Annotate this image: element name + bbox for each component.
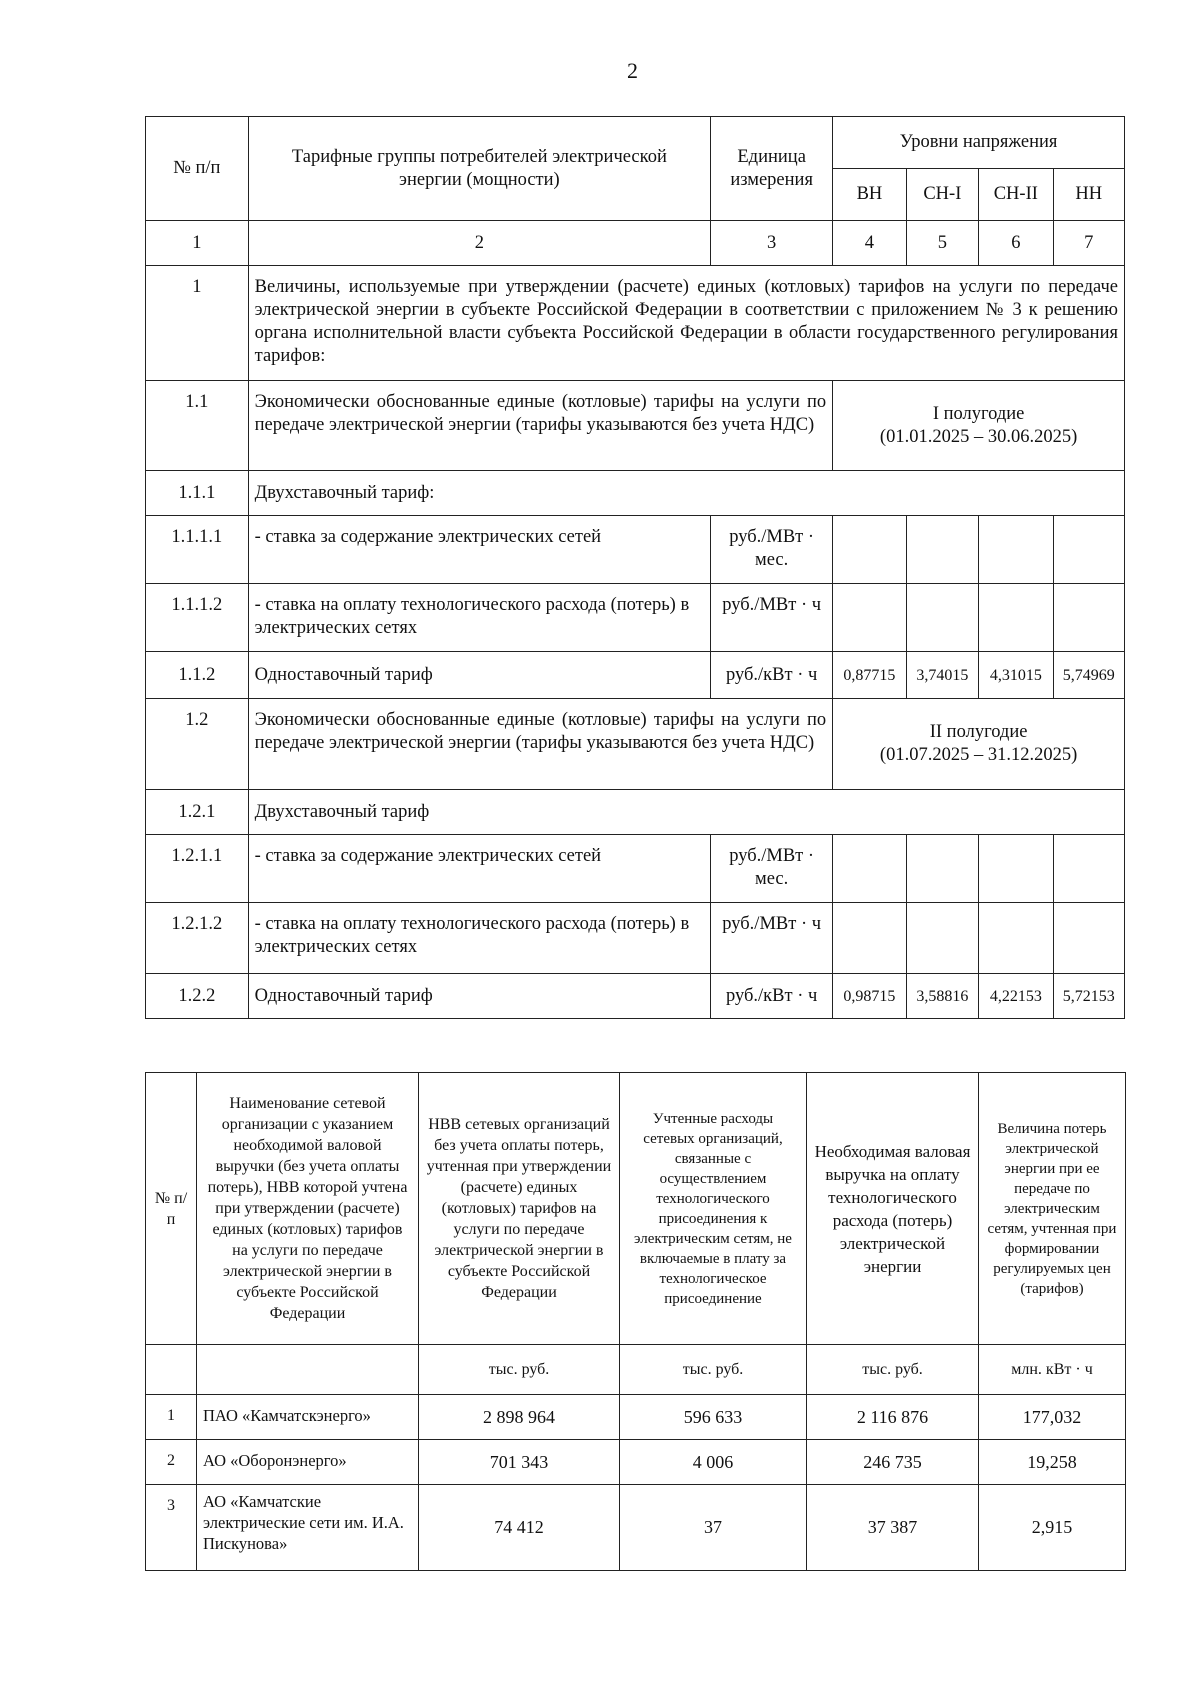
table-row [146,1395,1126,1440]
value-cell [906,584,978,652]
value-cell [1053,903,1124,974]
table-row [146,266,1125,381]
header-nn: НН [1053,169,1124,221]
row-text: - ставка на оплату технологического расхода (потерь) в электрических сетях [248,903,710,974]
nvv-value: 701 343 [419,1440,620,1485]
costs-value: 596 633 [620,1395,807,1440]
required-value: 2 116 876 [807,1395,979,1440]
row-num: 1.1.1.2 [146,584,249,652]
costs-value: 4 006 [620,1440,807,1485]
value-cell [906,903,978,974]
value-vn: 0,87715 [833,652,906,699]
period-cell [833,699,1125,790]
value-cell [833,584,906,652]
table-row [146,381,1125,471]
required-value: 37 387 [807,1485,979,1571]
header-num: № п/п [146,117,249,221]
unit-cell: тыс. руб. [620,1345,807,1395]
row-text: Экономически обоснованные единые (котловые) тарифы на услуги по передаче электрической энергии (тарифы указываются без учета НДС) [248,699,833,790]
header-required-revenue: Необходимая валовая выручка на оплату технологического расхода (потерь) электрической энергии [807,1073,979,1345]
row-text: Двухставочный тариф [248,790,1124,835]
unit-cell: тыс. руб. [419,1345,620,1395]
value-cell [1053,835,1124,903]
row-text: Двухставочный тариф: [248,471,1124,516]
colnum: 5 [906,221,978,266]
header-org-name: Наименование сетевой организации с указанием необходимой валовой выручки (без учета оплаты потерь), НВВ которой учтена при утверждении (расчете) единых (котловых) тарифов на услуги по передаче электрической энергии в субъекте Российской Федерации [197,1073,419,1345]
header-unit: Единица измерения [711,117,833,221]
period-cell [833,381,1125,471]
table-row [146,1485,1126,1571]
row-text: Одноставочный тариф [248,974,710,1019]
value-cell [833,835,906,903]
header-losses: Величина потерь электрической энергии при ее передаче по электрическим сетям, учтенная при формировании регулируемых цен (тарифов) [979,1073,1126,1345]
header-groups: Тарифные группы потребителей электрической энергии (мощности) [248,117,710,221]
period-label: I полугодие [932,403,1025,424]
row-num: 1.2.1.2 [146,903,249,974]
row-text: Экономически обоснованные единые (котловые) тарифы на услуги по передаче электрической энергии (тарифы указываются без учета НДС) [248,381,833,471]
table-row [146,790,1125,835]
period-label: II полугодие [929,722,1028,742]
header-voltage-levels: Уровни напряжения [833,117,1125,169]
row-text: Одноставочный тариф [248,652,710,699]
row-num: 1.2.1 [146,790,249,835]
table-row [146,1440,1126,1485]
table-row [146,652,1125,699]
losses-value: 177,032 [979,1395,1126,1440]
colnum: 6 [979,221,1054,266]
value-nn: 5,72153 [1053,974,1124,1019]
page-number: 2 [627,58,638,83]
row-num: 1.1.2 [146,652,249,699]
table-row [146,471,1125,516]
value-cell [1053,584,1124,652]
table-row [146,903,1125,974]
colnum: 1 [146,221,249,266]
row-num: 1 [146,266,249,381]
losses-value: 2,915 [979,1485,1126,1571]
costs-value: 37 [620,1485,807,1571]
value-sn2: 4,31015 [979,652,1054,699]
row-unit: руб./кВт · ч [711,652,833,699]
row-num: 1.1.1.1 [146,516,249,584]
value-cell [979,584,1054,652]
row-unit: руб./кВт · ч [711,974,833,1019]
period-dates: (01.07.2025 – 31.12.2025) [879,745,1078,765]
value-cell [906,516,978,584]
value-cell [833,516,906,584]
colnum: 2 [248,221,710,266]
value-sn1: 3,58816 [906,974,978,1019]
value-cell [906,835,978,903]
nvv-value: 2 898 964 [419,1395,620,1440]
row-num: 1.2.1.1 [146,835,249,903]
unit-cell: млн. кВт · ч [979,1345,1126,1395]
unit-empty [197,1345,419,1395]
row-num: 1.2 [146,699,249,790]
table-row [146,835,1125,903]
value-sn1: 3,74015 [906,652,978,699]
header-num-cont [146,1345,197,1395]
row-num: 1.1 [146,381,249,471]
value-sn2: 4,22153 [979,974,1054,1019]
org-name: ПАО «Камчатскэнерго» [197,1395,419,1440]
header-costs: Учтенные расходы сетевых организаций, связанные с осуществлением технологического присоединения к электрическим сетям, не включаемые в плату за технологическое присоединение [620,1073,807,1345]
tariff-table [145,116,1125,1019]
row-unit: руб./МВт · мес. [711,516,833,584]
losses-value: 19,258 [979,1440,1126,1485]
header-sn2: СН-II [979,169,1054,221]
row-num: 1 [146,1395,197,1440]
value-cell [979,516,1054,584]
org-name: АО «Оборонэнерго» [197,1440,419,1485]
colnum: 4 [833,221,906,266]
colnum: 3 [711,221,833,266]
row-unit: руб./МВт · мес. [711,835,833,903]
header-vn: ВН [833,169,906,221]
table-row [146,974,1125,1019]
value-cell [833,903,906,974]
value-nn: 5,74969 [1053,652,1124,699]
header-num: № п/п [146,1073,197,1345]
row-num: 1.1.1 [146,471,249,516]
table-row [146,699,1125,790]
value-vn: 0,98715 [833,974,906,1019]
value-cell [1053,516,1124,584]
row-text: - ставка на оплату технологического расхода (потерь) в электрических сетях [248,584,710,652]
required-value: 246 735 [807,1440,979,1485]
row-num: 2 [146,1440,197,1485]
unit-cell: тыс. руб. [807,1345,979,1395]
row-text: - ставка за содержание электрических сетей [248,835,710,903]
value-cell [979,903,1054,974]
value-cell [979,835,1054,903]
network-orgs-table [145,1072,1126,1571]
period-dates: (01.01.2025 – 30.06.2025) [879,426,1078,447]
row-num: 1.2.2 [146,974,249,1019]
row-text: Величины, используемые при утверждении (расчете) единых (котловых) тарифов на услуги по передаче электрической энергии в субъекте Российской Федерации в соответствии с приложением № 3 к решению органа исполнительной власти субъекта Российской Федерации в области государственного регулирования тарифов: [248,266,1124,381]
row-text: - ставка за содержание электрических сетей [248,516,710,584]
nvv-value: 74 412 [419,1485,620,1571]
org-name: АО «Камчатские электрические сети им. И.А. Пискунова» [197,1485,419,1571]
colnum: 7 [1053,221,1124,266]
table-row [146,584,1125,652]
row-unit: руб./МВт · ч [711,584,833,652]
table-row [146,516,1125,584]
row-num: 3 [146,1485,197,1571]
row-unit: руб./МВт · ч [711,903,833,974]
header-nvv: НВВ сетевых организаций без учета оплаты потерь, учтенная при утверждении (расчете) единых (котловых) тарифов на услуги по передаче электрической энергии в субъекте Российской Федерации [419,1073,620,1345]
header-sn1: СН-I [906,169,978,221]
